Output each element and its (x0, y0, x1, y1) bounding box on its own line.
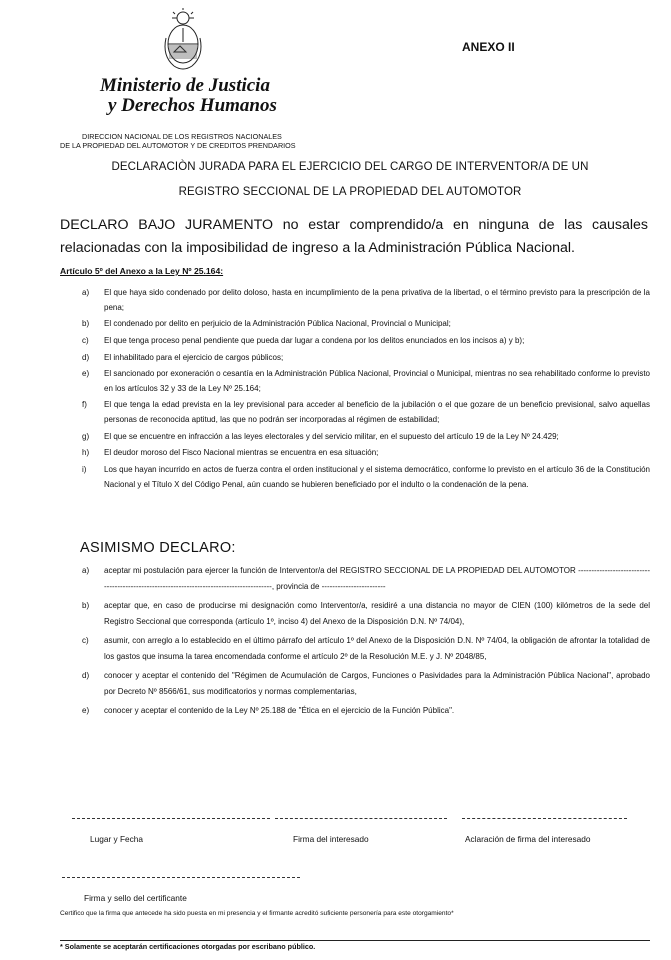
item-letter: g) (82, 431, 90, 441)
certifier-label: Firma y sello del certificante (84, 893, 187, 903)
item-letter: f) (82, 400, 87, 410)
footnote: * Solamente se aceptarán certificaciones otorgadas por escribano público. (60, 942, 316, 951)
coat-of-arms-icon (160, 8, 206, 74)
directorate-line-2: DE LA PROPIEDAD DEL AUTOMOTOR Y DE CREDITOS PRENDARIOS (60, 141, 296, 150)
asimismo-items-list (60, 563, 650, 723)
ministry-logo-text (100, 76, 290, 116)
item-text: asumir, con arreglo a lo establecido en el último párrafo del artículo 1º del Anexo de la Disposición D.N. Nº 74/04, la obligación de afrontar la totalidad de los gastos que insuma la tarea encomendada conforme el artículo 2º de la Resolución M.E. y J. Nº 2048/85, (104, 636, 650, 661)
signature-label: Firma del interesado (293, 834, 369, 844)
signature-line-certifier (62, 877, 300, 878)
list-item (60, 286, 650, 315)
item-text: El condenado por delito en perjuicio de la Administración Pública Nacional, Provincial o Municipal; (104, 319, 451, 329)
item-letter: e) (82, 369, 90, 379)
article-items-list (60, 286, 650, 494)
signature-line-signature (275, 818, 447, 819)
item-text: aceptar mi postulación para ejercer la función de Interventor/a del REGISTRO SECCIONAL DE LA PROPIEDAD DEL AUTOMOTOR ------------------------------------------------------------------------------------------, provincia de ------------------------ (104, 566, 650, 591)
list-item (60, 703, 650, 719)
document-title (60, 155, 640, 205)
item-text: El que se encuentre en infracción a las leyes electorales y del servicio militar, en el supuesto del artículo 19 de la Ley Nº 24.429; (104, 431, 559, 441)
item-text: El inhabilitado para el ejercicio de cargos públicos; (104, 352, 284, 362)
item-letter: c) (82, 636, 89, 645)
item-letter: d) (82, 352, 90, 362)
article-heading: Artículo 5º del Anexo a la Ley Nº 25.164: (60, 266, 224, 276)
place-date-label: Lugar y Fecha (90, 834, 144, 844)
clarification-label: Aclaración de firma del interesado (465, 834, 591, 844)
directorate-line-1: DIRECCION NACIONAL DE LOS REGISTROS NACIONALES (82, 132, 282, 141)
list-item (60, 367, 650, 396)
item-text: El que haya sido condenado por delito doloso, hasta en incumplimiento de la pena privativa de la libertad, o el término previsto para la prescripción de la pena; (104, 288, 650, 312)
item-letter: c) (82, 335, 89, 345)
item-letter: h) (82, 448, 90, 458)
list-item (60, 668, 650, 699)
list-item (60, 633, 650, 664)
item-text: El sancionado por exoneración o cesantía en la Administración Pública Nacional, Provincial o Municipal, mientras no sea rehabilitado conforme lo previsto en los artículos 32 y 33 de la Ley Nº 25.164; (104, 369, 650, 393)
sworn-declaration-paragraph: DECLARO BAJO JURAMENTO no estar comprendido/a en ninguna de las causales relacionadas con la imposibilidad de ingreso a la Administración Pública Nacional. (60, 217, 648, 256)
item-letter: b) (82, 319, 90, 329)
title-line-1: DECLARACIÒN JURADA PARA EL EJERCICIO DEL CARGO DE INTERVENTOR/A DE UN (111, 161, 589, 173)
item-letter: a) (82, 288, 90, 297)
signature-line-place-date (72, 818, 270, 819)
list-item (60, 598, 650, 629)
title-line-2: REGISTRO SECCIONAL DE LA PROPIEDAD DEL AUTOMOTOR (178, 186, 522, 198)
footnote-divider (60, 940, 650, 941)
item-text: El que tenga proceso penal pendiente que pueda dar lugar a condena por los delitos enunciados en los incisos a) y b); (104, 335, 525, 345)
list-item (60, 351, 650, 366)
annex-label: ANEXO II (462, 40, 515, 54)
certification-text: Certifico que la firma que antecede ha sido puesta en mi presencia y el firmante acreditó suficiente personería para este otorgamiento* (60, 910, 454, 917)
item-letter: e) (82, 706, 90, 715)
ministry-line-2: y Derechos Humanos (108, 95, 277, 116)
item-text: El que tenga la edad prevista en la ley previsional para acceder al beneficio de la jubilación o el que gozare de un beneficio previsional, salvo aquellas personas de reconocida aptitud, las que no podrán ser incorporadas al régimen de estabilidad; (104, 400, 650, 424)
list-item (60, 463, 650, 492)
list-item (60, 563, 650, 594)
asimismo-heading: ASIMISMO DECLARO: (80, 540, 236, 556)
directorate-name (60, 132, 296, 150)
ministry-line-1: Ministerio de Justicia (100, 75, 270, 96)
list-item (60, 446, 650, 461)
item-letter: a) (82, 566, 90, 575)
item-letter: b) (82, 601, 90, 610)
item-text: Los que hayan incurrido en actos de fuerza contra el orden institucional y el sistema democrático, conforme lo previsto en el artículo 36 de la Constitución Nacional y el Título X del Código Penal, aún cuando se hubieren beneficiado por el indulto o la condenación de la pena. (104, 465, 650, 489)
list-item (60, 317, 650, 332)
list-item (60, 334, 650, 349)
item-text: conocer y aceptar el contenido del "Régimen de Acumulación de Cargos, Funciones o Pasividades para la Administración Pública Nacional", aprobado por Decreto Nº 8566/61, sus modificatorios y normas complementarias, (104, 671, 650, 696)
item-letter: i) (82, 465, 87, 474)
signature-line-clarification (462, 818, 627, 819)
list-item (60, 398, 650, 427)
item-text: aceptar que, en caso de producirse mi designación como Interventor/a, residiré a una distancia no mayor de CIEN (100) kilómetros de la sede del Registro Seccional que corresponda (artículo 1º, inciso 4) del Anexo de la Disposición D.N. Nº 74/04), (104, 601, 650, 626)
item-letter: d) (82, 671, 90, 680)
list-item (60, 430, 650, 445)
item-text: conocer y aceptar el contenido de la Ley Nº 25.188 de "Ética en el ejercicio de la Función Pública". (104, 706, 455, 715)
item-text: El deudor moroso del Fisco Nacional mientras se encuentra en esa situación; (104, 448, 379, 458)
